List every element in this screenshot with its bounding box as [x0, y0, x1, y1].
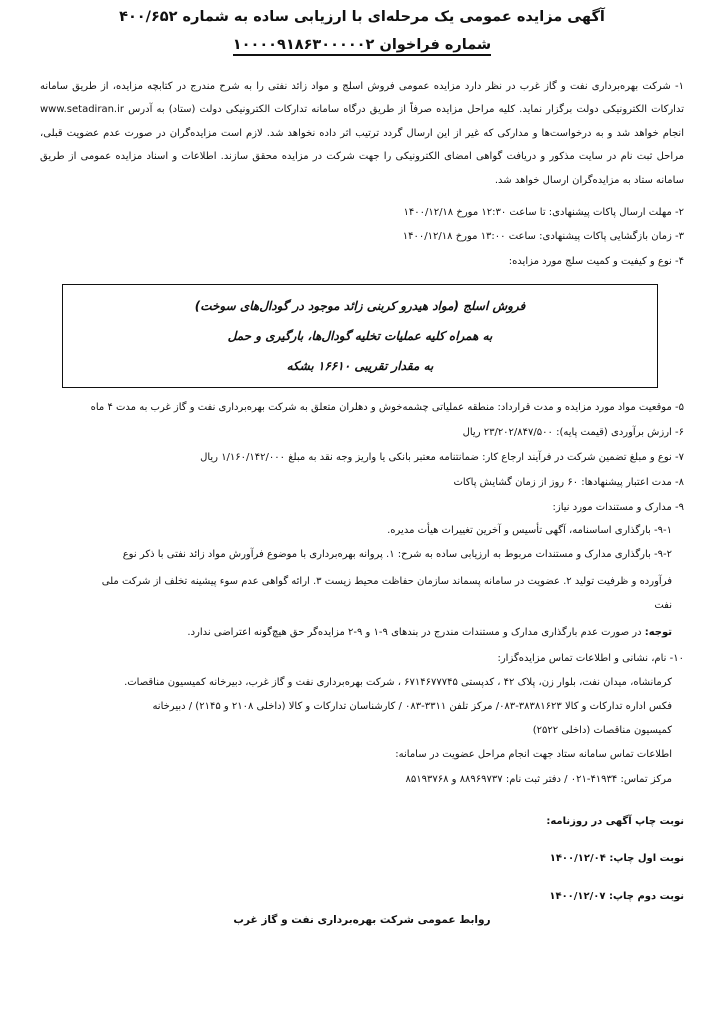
- signature: روابط عمومی شرکت بهره‌برداری نفت و گاز غرب: [233, 914, 491, 926]
- print-first: نوبت اول چاپ: ۱۴۰۰/۱۲/۰۴: [549, 853, 684, 864]
- call-number-text: شماره فراخوان ۱۰۰۰۰۹۱۸۶۳۰۰۰۰۰۲: [233, 37, 491, 56]
- item-9-2-line-c: نفت: [654, 600, 672, 611]
- item-3-opening: ۳- زمان بازگشایی پاکات پیشنهادی: ساعت ۱۳:۰۰ مورخ ۱۴۰۰/۱۲/۱۸: [402, 231, 684, 242]
- setad-contact-line: مرکز تماس: ۴۱۹۳۴-۰۲۱ / دفتر ثبت نام: ۸۸۹۶۹۷۳۷ و ۸۵۱۹۳۷۶۸: [405, 774, 672, 785]
- item-9-1: ۹-۱- بارگذاری اساسنامه، آگهی تأسیس و آخرین تغییرات هیأت مدیره.: [387, 525, 672, 536]
- item-6-base-price: ۶- ارزش برآوردی (قیمت پایه): ۲۳/۲۰۲/۸۴۷/۵۰۰ ریال: [462, 427, 684, 438]
- print-second: نوبت دوم چاپ: ۱۴۰۰/۱۲/۰۷: [549, 891, 684, 902]
- item-9-documents: ۹- مدارک و مستندات مورد نیاز:: [552, 502, 684, 513]
- note-text: در صورت عدم بارگذاری مدارک و مستندات مندرج در بندهای ۹-۱ و ۹-۲ مزایده‌گر حق هیچ‌گونه اعتراضی ندارد.: [187, 627, 645, 638]
- item-8-validity: ۸- مدت اعتبار پیشنهادها: ۶۰ روز از زمان گشایش پاکات: [453, 477, 684, 488]
- print-heading: نوبت چاپ آگهی در روزنامه:: [546, 816, 684, 827]
- item-10-contact: ۱۰- نام، نشانی و اطلاعات تماس مزایده‌گزار:: [497, 653, 684, 664]
- intro-part-1: ۱- شرکت بهره‌برداری نفت و گاز غرب در نظر دارد مزایده عمومی فروش اسلج و مواد زائد نفتی را به شرح مندرج در کتابچه مزایده، از طریق سامانه تدارکات الکترونیکی دولت برگزار نماید. کلیه مراحل مزایده صرفاً از طریق درگاه سامانه تدارکات الکترونیکی دولت (ستاد) به آدرس: [40, 81, 684, 116]
- fax-line-a: فکس اداره تدارکات و کالا ۳۸۳۸۱۶۲۳-۰۸۳/ مرکز تلفن ۳۳۱۱-۰۸۳ / کارشناسان تدارکات و کالا (داخلی ۲۱۰۸ و ۲۱۴۵) / دبیرخانه: [152, 701, 672, 712]
- item-9-2-line-a: ۹-۲- بارگذاری مدارک و مستندات مربوط به ارزیابی ساده به شرح: ۱. پروانه بهره‌برداری با موضوع فرآورش مواد زائد نفتی با ذکر نوع: [122, 549, 672, 560]
- box-line-1: فروش اسلج (مواد هیدرو کربنی زائد موجود در گودال‌های سوخت): [194, 299, 526, 313]
- intro-paragraph: [40, 75, 684, 192]
- notice-title: آگهی مزایده عمومی یک مرحله‌ای با ارزیابی ساده به شماره ۴۰۰/۶۵۲: [119, 9, 605, 25]
- item-9-2-line-b: فرآورده و ظرفیت تولید ۲. عضویت در سامانه پسماند سازمان حفاظت محیط زیست ۳. ارائه گواهی عدم سوء پیشینه تخلف از شرکت ملی: [101, 576, 672, 587]
- item-2-deadline: ۲- مهلت ارسال پاکات پیشنهادی: تا ساعت ۱۲:۳۰ مورخ ۱۴۰۰/۱۲/۱۸: [403, 207, 684, 218]
- sludge-description-box: [62, 284, 658, 388]
- fax-line-b: کمیسیون مناقصات (داخلی ۲۵۲۲): [532, 725, 672, 736]
- setad-website: www.setadiran.ir: [40, 104, 124, 116]
- intro-part-2: انجام خواهد شد و به درخواست‌ها و مدارکی که غیر از این ارسال گردد ترتیب اثر داده نخواهد شد. لازم است مزایده‌گران در صورت عدم عضویت قبلی، مراحل ثبت نام در سایت مذکور و دریافت گواهی امضای الکترونیکی را جهت شرکت در مزایده محقق سازند. اطلاعات و اسناد مزایده عمومی از طریق سامانه ستاد به مزایده‌گران ارسال خواهد شد.: [40, 127, 684, 186]
- item-5-location: ۵- موقعیت مواد مورد مزایده و مدت قرارداد: منطقه عملیاتی چشمه‌خوش و دهلران متعلق به شرکت بهره‌برداری نفت و گاز غرب به مدت ۴ ماه: [90, 402, 684, 413]
- address-line: کرمانشاه، میدان نفت، بلوار زن، پلاک ۴۲ ، کدپستی ۶۷۱۴۶۷۷۷۴۵ ، شرکت بهره‌برداری نفت و گاز غرب، دبیرخانه کمیسیون مناقصات.: [124, 677, 672, 688]
- note-label: توجه:: [644, 627, 672, 638]
- item-7-guarantee: ۷- نوع و مبلغ تضمین شرکت در فرآیند ارجاع کار: ضمانتنامه معتبر بانکی یا واریز وجه نقد به مبلغ ۱/۱۶۰/۱۴۲/۰۰۰ ریال: [200, 452, 684, 463]
- item-4-type: ۴- نوع و کیفیت و کمیت سلج مورد مزایده:: [508, 256, 684, 267]
- call-number: [40, 34, 684, 56]
- box-line-2: به همراه کلیه عملیات تخلیه گودال‌ها، بارگیری و حمل: [227, 329, 493, 343]
- box-line-3: به مقدار تقریبی ۱۶۶۱۰ بشکه: [286, 359, 434, 373]
- setad-info-line: اطلاعات تماس سامانه ستاد جهت انجام مراحل عضویت در سامانه:: [395, 749, 672, 760]
- note-line: [40, 621, 672, 644]
